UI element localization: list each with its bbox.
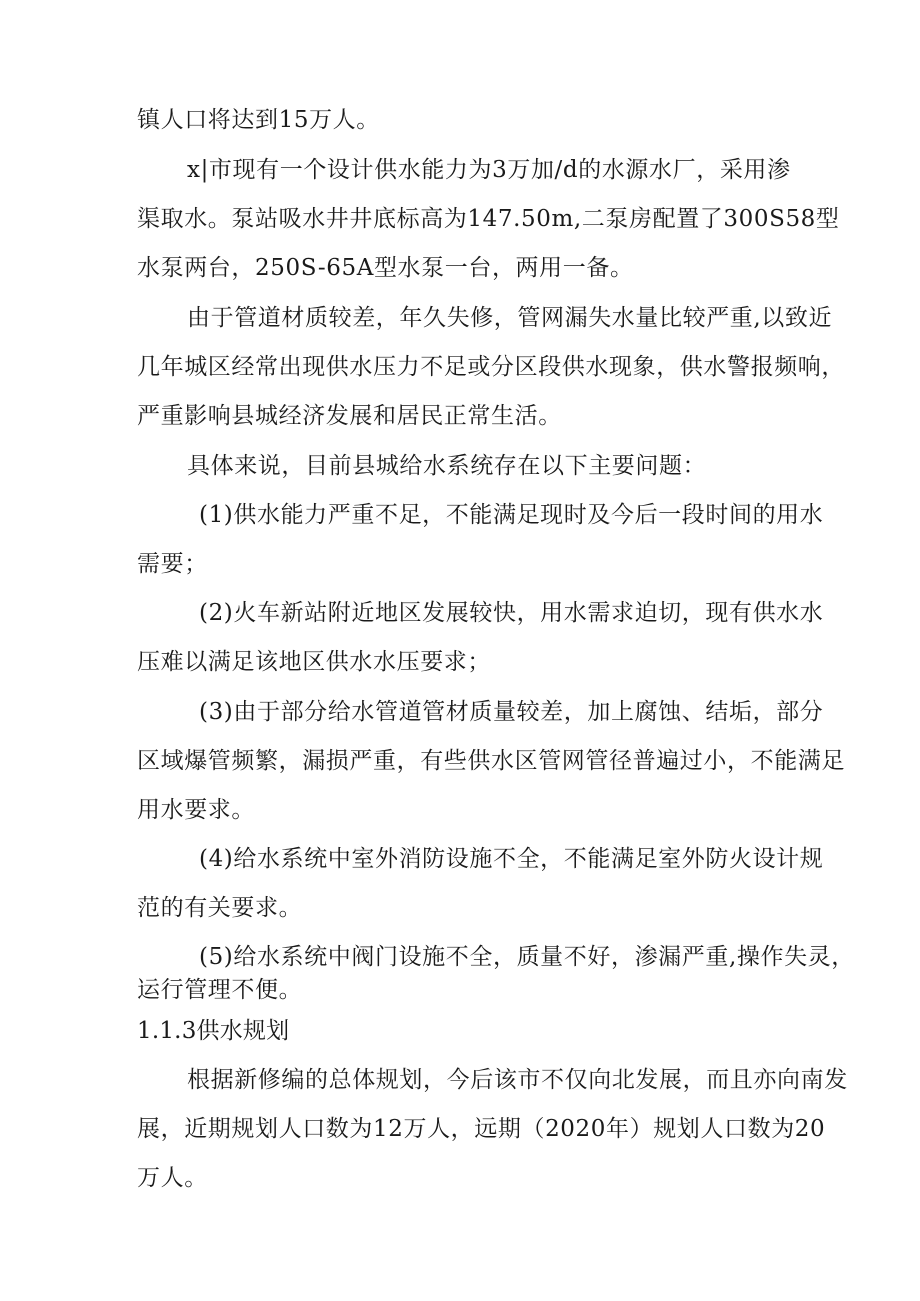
text-line-13: (3)由于部分给水管道管材质量较差，加上腐蚀、结垢，部分 [199, 699, 824, 725]
text-line-7: 严重影响县城经济发展和居民正常生活。 [137, 403, 562, 429]
text-line-18: (5)给水系统中阀门设施不全，质量不好，渗漏严重,操作失灵， [199, 944, 855, 970]
text-line-16: (4)给水系统中室外消防设施不全，不能满足室外防火设计规 [199, 846, 824, 872]
text-line-21: 根据新修编的总体规划，今后该市不仅向北发展，而且亦向南发 [187, 1067, 848, 1093]
text-line-4: 水泵两台，250S-65A型水泵一台，两用一备。 [137, 255, 634, 281]
text-line-3: 渠取水。泵站吸水井井底标高为147.50m,二泵房配置了300S58型 [137, 206, 840, 232]
text-line-19: 运行管理不便。 [137, 977, 303, 1003]
text-line-11: (2)火车新站附近地区发展较快，用水需求迫切，现有供水水 [199, 600, 824, 626]
text-line-2: x|市现有一个设计供水能力为3万加/d的水源水厂，采用渗 [187, 157, 791, 183]
text-line-22: 展，近期规划人口数为12万人，远期（2020年）规划人口数为20 [137, 1116, 826, 1142]
text-line-6: 几年城区经常出现供水压力不足或分区段供水现象，供水警报频响， [137, 354, 845, 380]
text-line-23: 万人。 [137, 1165, 208, 1191]
text-line-17: 范的有关要求。 [137, 895, 303, 921]
text-line-12: 压难以满足该地区供水水压要求； [137, 649, 491, 675]
text-line-1: 镇人口将达到15万人。 [137, 107, 380, 133]
section-heading: 1.1.3供水规划 [137, 1018, 290, 1044]
text-line-5: 由于管道材质较差，年久失修，管网漏失水量比较严重,以致近 [187, 305, 833, 331]
text-line-15: 用水要求。 [137, 797, 255, 823]
text-line-9: (1)供水能力严重不足，不能满足现时及今后一段时间的用水 [199, 502, 824, 528]
text-line-14: 区域爆管频繁，漏损严重，有些供水区管网管径普遍过小，不能满足 [137, 748, 845, 774]
text-line-8: 具体来说，目前县城给水系统存在以下主要问题： [187, 453, 707, 479]
text-line-10: 需要； [137, 551, 208, 577]
